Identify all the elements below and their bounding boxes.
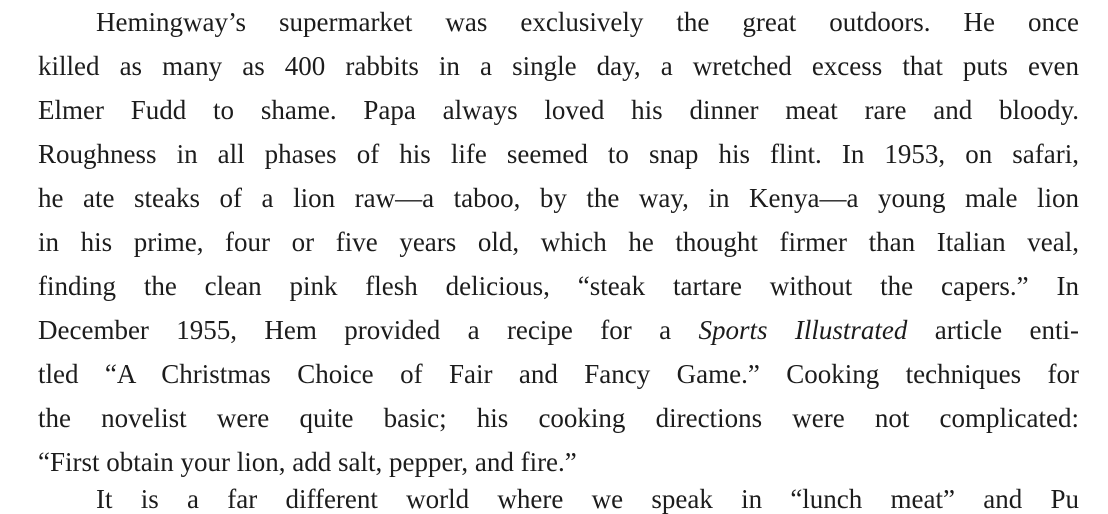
text-line-8-end: article enti- xyxy=(934,315,1080,345)
text-line-9: tled “A Christmas Choice of Fair and Fancy Game.” Cooking techniques for xyxy=(38,359,1079,389)
text-line-8 xyxy=(38,315,1079,345)
text-line-7: finding the clean pink flesh delicious, “steak tartare without the capers.” In xyxy=(38,271,1079,301)
text-line-8-start: December 1955, Hem provided a recipe for a xyxy=(38,315,672,345)
magazine-title: Sports Illustrated xyxy=(698,315,908,345)
next-paragraph-cut-line: It is a far different world where we speak in “lunch meat” and Pu xyxy=(96,484,1079,514)
text-line-1: Hemingway’s supermarket was exclusively the great outdoors. He once xyxy=(96,7,1079,37)
text-line-10: the novelist were quite basic; his cooking directions were not complicated: xyxy=(38,403,1079,433)
text-line-6: in his prime, four or five years old, which he thought firmer than Italian veal, xyxy=(38,227,1079,257)
text-line-4: Roughness in all phases of his life seemed to snap his flint. In 1953, on safari, xyxy=(38,139,1079,169)
text-line-11: “First obtain your lion, add salt, pepper, and fire.” xyxy=(38,447,577,477)
text-line-2: killed as many as 400 rabbits in a single day, a wretched excess that puts even xyxy=(38,51,1079,81)
text-line-5: he ate steaks of a lion raw—a taboo, by the way, in Kenya—a young male lion xyxy=(38,183,1079,213)
text-line-3: Elmer Fudd to shame. Papa always loved his dinner meat rare and bloody. xyxy=(38,95,1079,125)
